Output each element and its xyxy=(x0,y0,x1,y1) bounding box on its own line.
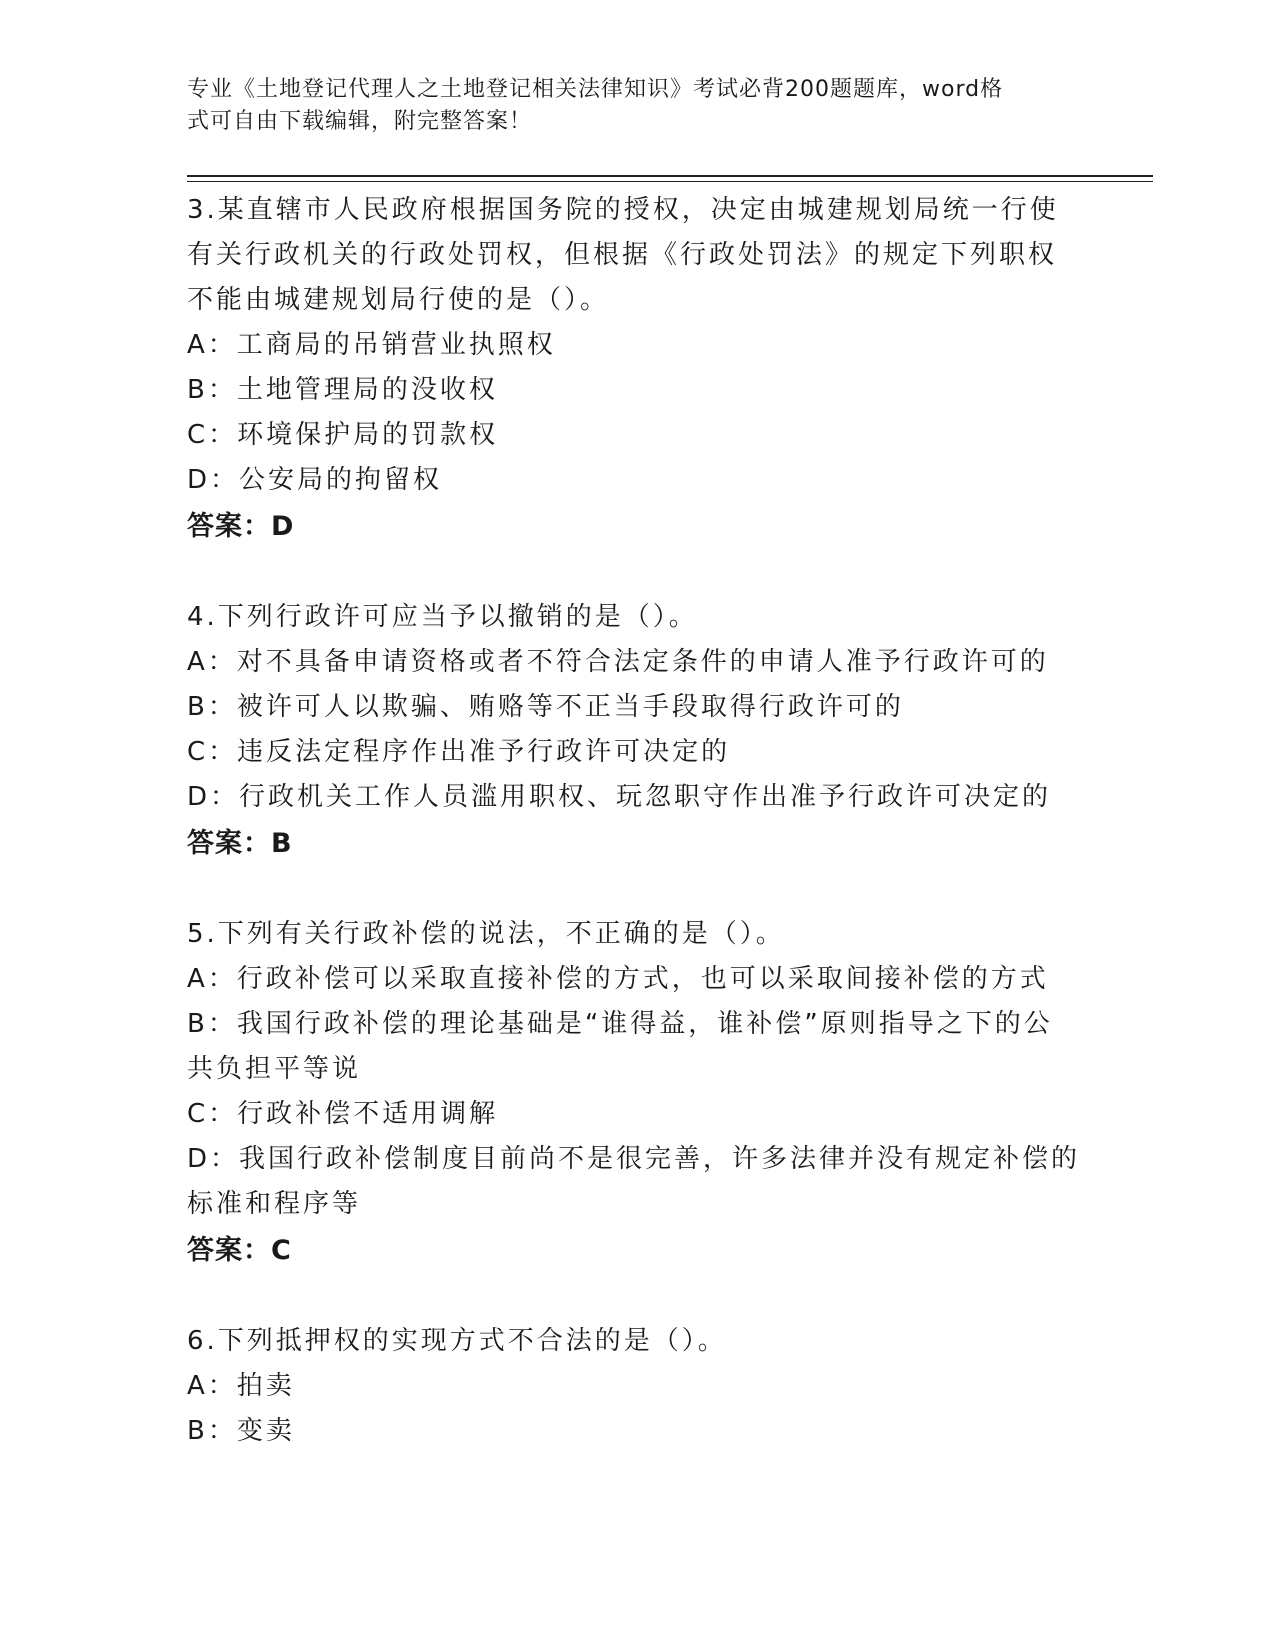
question-stem-line: 不能由城建规划局行使的是（）。 xyxy=(187,285,610,315)
question-stem-line: 3.某直辖市人民政府根据国务院的授权，决定由城建规划局统一行使 xyxy=(187,195,1059,225)
question-list xyxy=(187,188,1081,1454)
option-line: D：行政机关工作人员滥用职权、玩忽职守作出准予行政许可决定的 xyxy=(187,782,1052,812)
question-spacer xyxy=(187,868,1077,912)
option-line: B：土地管理局的没收权 xyxy=(187,375,498,405)
option-line: B：我国行政补偿的理论基础是“谁得益，谁补偿”原则指导之下的公 xyxy=(187,1009,1053,1039)
answer-label: 答案：D xyxy=(187,511,295,542)
answer-label: 答案：B xyxy=(187,828,293,859)
question-block xyxy=(187,595,1077,912)
question-block xyxy=(187,912,1081,1319)
question-spacer xyxy=(187,551,1077,595)
question-stem-line: 5.下列有关行政补偿的说法，不正确的是（）。 xyxy=(187,919,785,949)
option-line: C：行政补偿不适用调解 xyxy=(187,1099,499,1129)
option-line: A：工商局的吊销营业执照权 xyxy=(187,330,556,360)
option-line: 共负担平等说 xyxy=(187,1054,362,1084)
question-block xyxy=(187,1319,1077,1454)
option-line: C：环境保护局的罚款权 xyxy=(187,420,499,450)
option-line: A：拍卖 xyxy=(187,1371,295,1401)
option-line: B：变卖 xyxy=(187,1416,295,1446)
answer-label: 答案：C xyxy=(187,1235,292,1266)
question-spacer xyxy=(187,1275,1077,1319)
option-line: 标准和程序等 xyxy=(187,1189,362,1219)
header-line-2: 式可自由下载编辑，附完整答案！ xyxy=(187,109,533,134)
header-rule-thick xyxy=(187,175,1153,177)
option-line: A：行政补偿可以采取直接补偿的方式，也可以采取间接补偿的方式 xyxy=(187,964,1049,994)
option-line: D：我国行政补偿制度目前尚不是很完善，许多法律并没有规定补偿的 xyxy=(187,1144,1081,1174)
document-header xyxy=(187,74,1067,138)
option-line: A：对不具备申请资格或者不符合法定条件的申请人准予行政许可的 xyxy=(187,647,1049,677)
option-line: C：违反法定程序作出准予行政许可决定的 xyxy=(187,737,731,767)
option-line: B：被许可人以欺骗、贿赂等不正当手段取得行政许可的 xyxy=(187,692,904,722)
header-rule-thin xyxy=(187,181,1153,182)
header-line-1: 专业《土地登记代理人之土地登记相关法律知识》考试必背200题题库，word格 xyxy=(187,77,1004,102)
question-block xyxy=(187,188,1077,595)
question-stem-line: 有关行政机关的行政处罚权，但根据《行政处罚法》的规定下列职权 xyxy=(187,240,1058,270)
question-stem-line: 6.下列抵押权的实现方式不合法的是（）。 xyxy=(187,1326,727,1356)
question-stem-line: 4.下列行政许可应当予以撤销的是（）。 xyxy=(187,602,698,632)
option-line: D：公安局的拘留权 xyxy=(187,465,443,495)
